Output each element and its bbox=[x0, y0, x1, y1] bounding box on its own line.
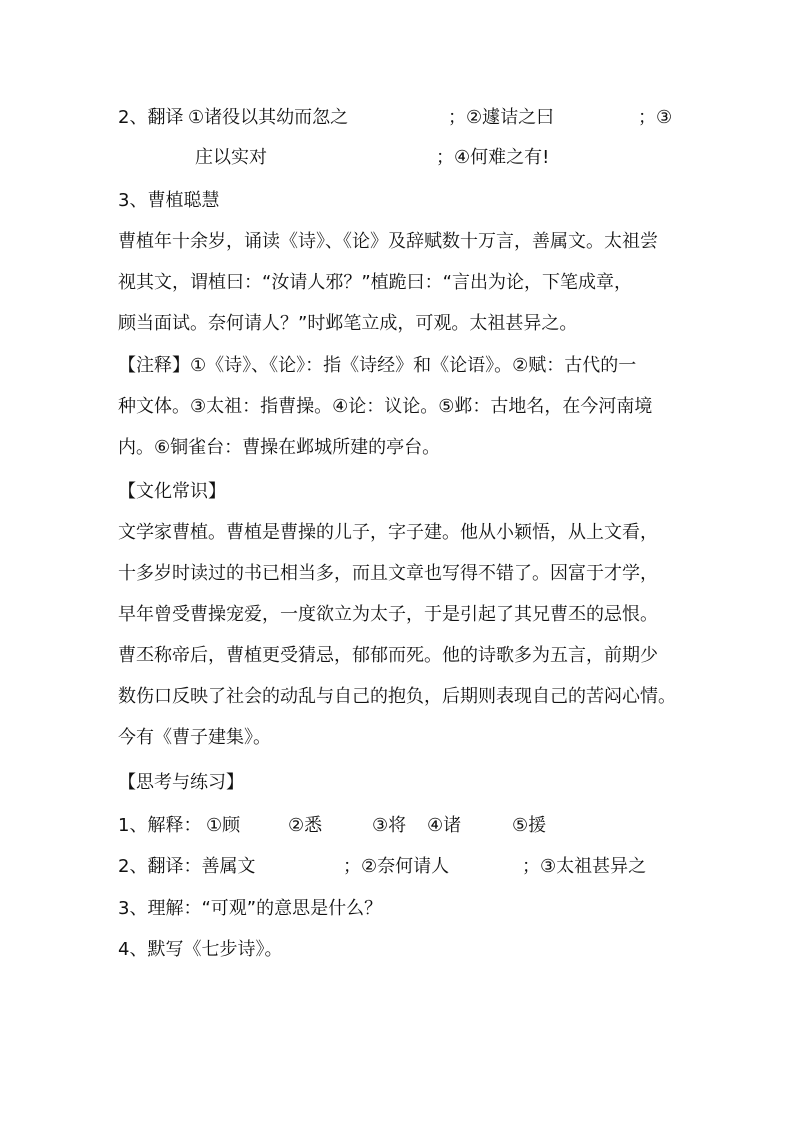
section-heading: 3、曹植聪慧 bbox=[118, 190, 220, 211]
translate-item-1: ①诸役以其幼而忽之 bbox=[188, 107, 349, 128]
culture-heading: 【文化常识】 bbox=[118, 481, 226, 502]
exercise-1-item: ④诸 bbox=[427, 815, 462, 836]
exercise-1-item: ③将 bbox=[372, 815, 407, 836]
translate-item-2: ；②遽诘之曰 bbox=[448, 107, 555, 128]
exercise-4: 4、默写《七步诗》。 bbox=[118, 939, 283, 960]
passage-line: 曹植年十余岁，诵读《诗》、《论》及辞赋数十万言，善属文。太祖尝 bbox=[118, 231, 658, 252]
culture-line: 数伤口反映了社会的动乱与自己的抱负，后期则表现自己的苦闷心情。 bbox=[118, 686, 676, 707]
notes-line: 【注释】①《诗》、《论》：指《诗经》和《论语》。②赋：古代的一 bbox=[118, 355, 637, 376]
notes-text bbox=[118, 345, 688, 468]
translate-question-line bbox=[118, 106, 183, 130]
culture-line: 文学家曹植。曹植是曹操的儿子，字子建。他从小颖悟，从上文看， bbox=[118, 522, 658, 543]
passage-line: 顾当面试。奈何请人？”时邺笔立成，可观。太祖甚异之。 bbox=[118, 313, 578, 334]
translate-item-3: 庄以实对 bbox=[195, 147, 267, 168]
culture-text bbox=[118, 512, 688, 758]
question-label: 2、翻译 bbox=[118, 107, 184, 128]
passage-line: 视其文，谓植曰：“汝请人邪？”植跪曰：“言出为论，下笔成章， bbox=[118, 272, 632, 293]
exercise-1-item: ⑤援 bbox=[512, 815, 547, 836]
culture-line: 今有《曹子建集》。 bbox=[118, 727, 271, 748]
culture-line: 早年曾受曹操宠爱，一度欲立为太子，于是引起了其兄曹丕的忌恨。 bbox=[118, 604, 658, 625]
translate-item-4: ；④何难之有! bbox=[436, 147, 550, 168]
exercise-2-item: ；③太祖甚异之 bbox=[522, 856, 647, 877]
exercise-2-item: ；②奈何请人 bbox=[343, 856, 450, 877]
passage-text bbox=[118, 221, 688, 344]
exercise-1-item: ②悉 bbox=[288, 815, 323, 836]
exercise-1-item: ①顾 bbox=[206, 815, 241, 836]
exercise-heading: 【思考与练习】 bbox=[118, 772, 244, 793]
exercise-3: 3、理解：“可观”的意思是什么？ bbox=[118, 898, 383, 919]
exercise-2-label: 2、翻译：善属文 bbox=[118, 856, 256, 877]
culture-line: 十多岁时读过的书已相当多，而且文章也写得不错了。因富于才学， bbox=[118, 563, 658, 584]
notes-line: 内。⑥铜雀台：曹操在邺城所建的亭台。 bbox=[118, 437, 441, 458]
translate-item-3-marker: ；③ bbox=[638, 107, 673, 128]
notes-line: 种文体。③太祖：指曹操。④论：议论。⑤邺：古地名，在今河南境 bbox=[118, 396, 653, 417]
exercise-1-label: 1、解释： bbox=[118, 815, 202, 836]
culture-line: 曹丕称帝后，曹植更受猜忌，郁郁而死。他的诗歌多为五言，前期少 bbox=[118, 645, 658, 666]
